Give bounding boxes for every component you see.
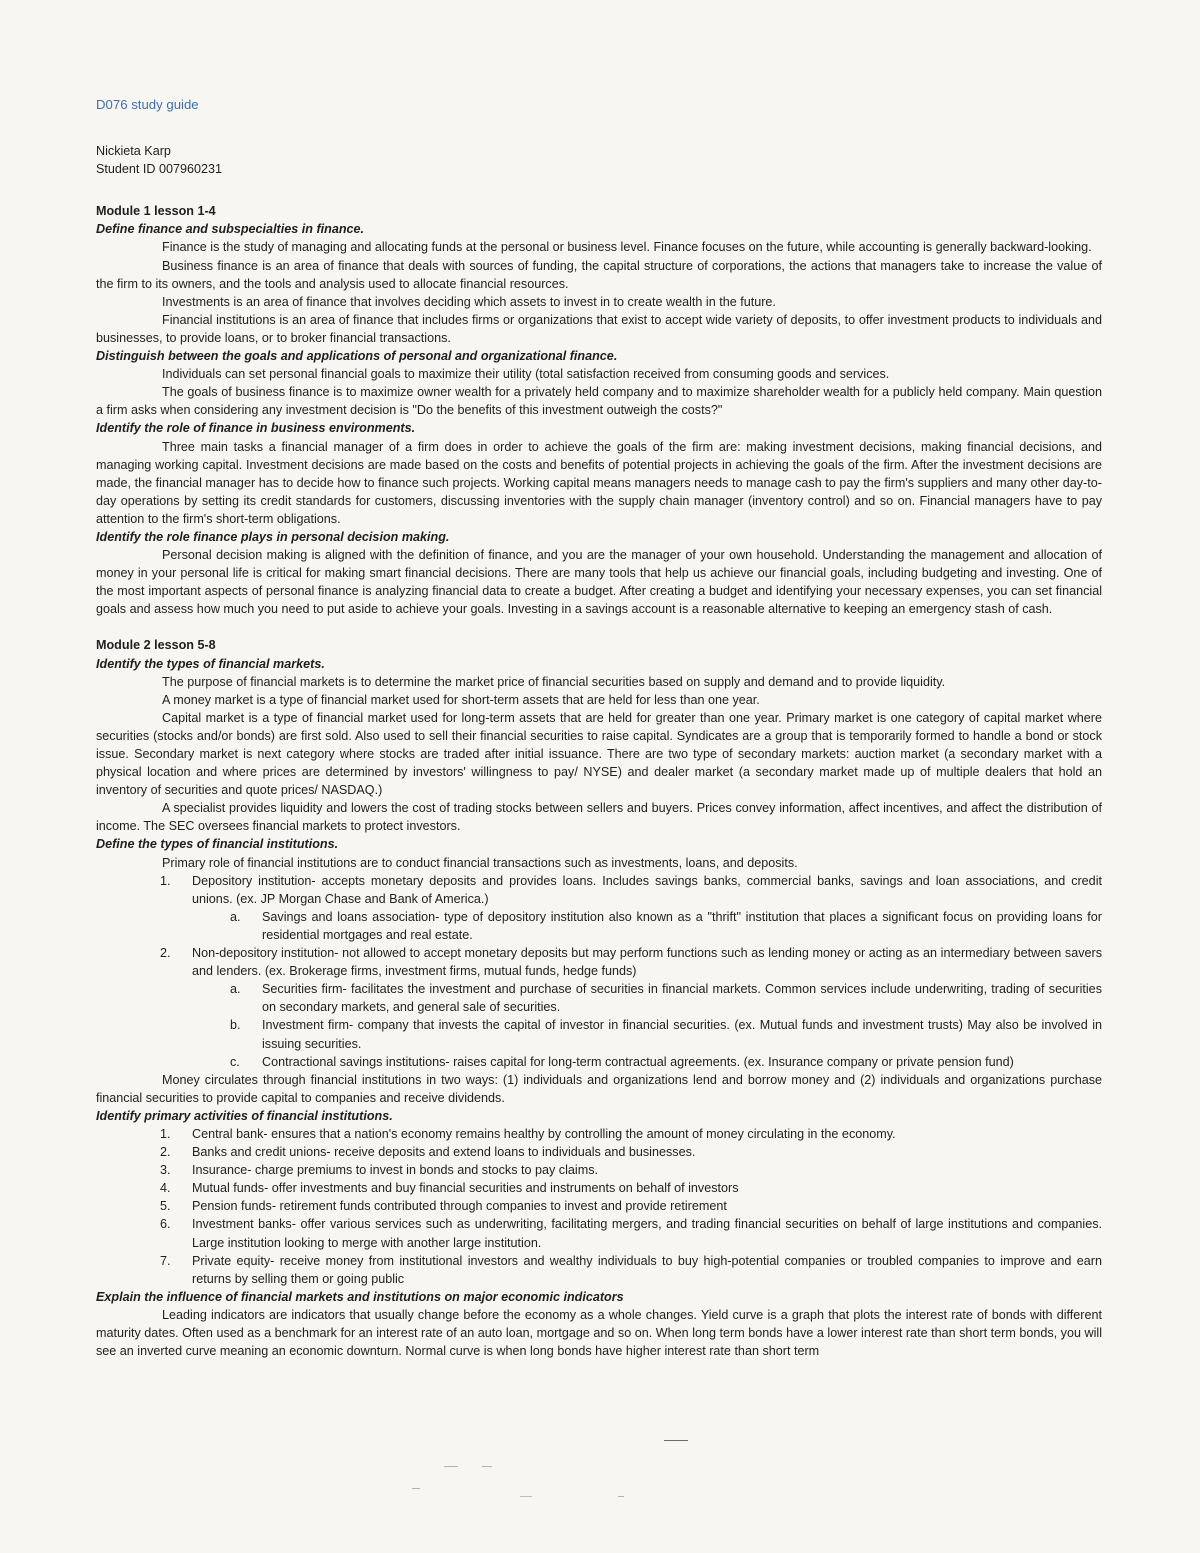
list-item: [96, 980, 1102, 1016]
m1-paragraph: The goals of business finance is to maximize owner wealth for a privately held company and to maximize shareholder wealth for a publicly held company. Main question a firm asks when considering any investment decision is "Do the benefits of this investment outweigh the costs?": [96, 385, 1102, 418]
m2-subheading-1: Identify the types of financial markets.: [96, 656, 325, 671]
list-item: [96, 908, 1102, 944]
list-item-text: Insurance- charge premiums to invest in bonds and stocks to pay claims.: [192, 1163, 598, 1178]
m1-paragraph: Investments is an area of finance that involves deciding which assets to invest in to create wealth in the future.: [162, 294, 776, 309]
m2-subheading-3: Identify primary activities of financial institutions.: [96, 1108, 393, 1123]
list-item: [96, 1053, 1102, 1071]
institution-subtypes-list: [96, 908, 1102, 944]
list-item: [96, 1179, 1102, 1197]
scan-artifact: [444, 1466, 458, 1467]
m1-paragraph: Business finance is an area of finance that deals with sources of funding, the capital structure of corporations, the actions that managers take to increase the value of the firm to its owners, and the tools and analysis used to allocate financial resources.: [96, 258, 1102, 291]
list-number: 6.: [160, 1217, 171, 1232]
list-item: [96, 1016, 1102, 1052]
scan-artifact: [482, 1466, 492, 1467]
m2-subheading-4: Explain the influence of financial markets and institutions on major economic indicators: [96, 1289, 624, 1304]
scan-artifact: [618, 1496, 624, 1497]
list-item: [96, 1215, 1102, 1251]
m1-paragraph: Three main tasks a financial manager of a firm does in order to achieve the goals of the firm are: making investment decisions, making financial decisions, and managing working capital. Investment decisions are made based on the costs and benefits of potential projects in achieving the goals of the firm. After the investment decisions are made, the financial manager has to decide how to finance such projects. Working capital means managers needs to manage cash to pay the firm's suppliers and many other day-to-day operations by setting its credit standards for customers, discussing inventories with the supply chain manager (inventory control) and so on. Financial managers have to pay attention to the firm's short-term obligations.: [96, 439, 1102, 526]
list-number: 1.: [160, 1126, 171, 1141]
list-item: [96, 872, 1102, 908]
student-id: Student ID 007960231: [96, 162, 223, 177]
list-item-text: Banks and credit unions- receive deposits and extend loans to individuals and businesses.: [192, 1145, 696, 1160]
list-number: 3.: [160, 1163, 171, 1178]
list-item-text: Investment banks- offer various services such as underwriting, facilitating mergers, and trading financial securities on behalf of large institutions and companies. Large institution looking to merge with another large institution.: [192, 1217, 1102, 1250]
m1-subheading-1: Define finance and subspecialties in finance.: [96, 222, 365, 237]
list-item-text: Non-depository institution- not allowed to accept monetary deposits but may perform functions such as lending money or acting as an intermediary between savers and lenders. (ex. Brokerage firms, investment firms, mutual funds, hedge funds): [192, 946, 1102, 979]
list-item-text: Investment firm- company that invests the capital of investor in financial securities. (ex. Mutual funds and investment trusts) May also be involved in issuing securities.: [262, 1018, 1102, 1051]
list-item-text: Pension funds- retirement funds contributed through companies to invest and provide retirement: [192, 1199, 727, 1214]
list-item-text: Central bank- ensures that a nation's economy remains healthy by controlling the amount of money circulating in the economy.: [192, 1126, 896, 1141]
list-item-text: Depository institution- accepts monetary deposits and provides loans. Includes savings banks, commercial banks, savings and loan associations, and credit unions. (ex. JP Morgan Chase and Bank of America.): [192, 873, 1102, 906]
list-item-text: Mutual funds- offer investments and buy financial securities and instruments on behalf of investors: [192, 1181, 739, 1196]
m2-paragraph: A money market is a type of financial market used for short-term assets that are held for less than one year.: [162, 692, 760, 707]
institution-types-list: [96, 944, 1102, 980]
document-page: [96, 96, 1102, 1360]
document-title: D076 study guide: [96, 97, 199, 112]
institution-subtypes-list: [96, 980, 1102, 1070]
author-name: Nickieta Karp: [96, 144, 171, 159]
m2-paragraph: Leading indicators are indicators that usually change before the economy as a whole changes. Yield curve is a graph that plots the interest rate of bonds with different maturity dates. Often used as a benchmark for an interest rate of an auto loan, mortgage and so on. When long term bonds have a lower interest rate than short term bonds, you will see an inverted curve meaning an economic downturn. Normal curve is when long bonds have higher interest rate than short term: [96, 1307, 1102, 1359]
list-number: 7.: [160, 1253, 171, 1268]
m1-paragraph: Individuals can set personal financial goals to maximize their utility (total satisfaction received from consuming goods and services.: [162, 367, 890, 382]
list-item: [96, 1143, 1102, 1161]
list-item: [96, 1197, 1102, 1215]
module-1-heading: Module 1 lesson 1-4: [96, 204, 216, 219]
list-item-text: Contractional savings institutions- raises capital for long-term contractual agreements. (ex. Insurance company or private pension fund): [262, 1054, 1014, 1069]
module-1-section: [96, 202, 1102, 618]
institution-activities-list: [96, 1125, 1102, 1288]
list-item: [96, 944, 1102, 980]
list-item-text: Securities firm- facilitates the investment and purchase of securities in financial markets. Common services include underwriting, trading of securities on secondary markets, and general sale of securities.: [262, 982, 1102, 1015]
list-letter: a.: [230, 982, 241, 997]
m1-subheading-2: Distinguish between the goals and applications of personal and organizational finance.: [96, 349, 618, 364]
m1-paragraph: Finance is the study of managing and allocating funds at the personal or business level. Finance focuses on the future, while accounting is generally backward-looking.: [162, 240, 1092, 255]
institution-types-list: [96, 872, 1102, 908]
list-letter: a.: [230, 909, 241, 924]
scan-artifact: [520, 1496, 532, 1497]
m2-paragraph: Primary role of financial institutions are to conduct financial transactions such as investments, loans, and deposits.: [162, 855, 798, 870]
list-letter: b.: [230, 1018, 241, 1033]
module-2-heading: Module 2 lesson 5-8: [96, 638, 216, 653]
list-number: 4.: [160, 1181, 171, 1196]
list-item-text: Savings and loans association- type of depository institution also known as a "thrift" institution that places a significant focus on providing loans for residential mortgages and real estate.: [262, 909, 1102, 942]
module-2-section: [96, 636, 1102, 1360]
m1-paragraph: Personal decision making is aligned with the definition of finance, and you are the manager of your own household. Understanding the management and allocation of money in your personal life is critical for making smart financial decisions. There are many tools that help us achieve our financial goals, including budgeting and investing. One of the most important aspects of personal finance is analyzing financial data to create a budget. After creating a budget and identifying your necessary expenses, you can set financial goals and assess how much you need to put aside to achieve your goals. Investing in a savings account is a reasonable alternative to keeping an emergency stash of cash.: [96, 548, 1102, 617]
list-number: 2.: [160, 1145, 171, 1160]
scan-artifact: [412, 1488, 420, 1489]
list-number: 2.: [160, 946, 171, 961]
m2-subheading-2: Define the types of financial institutions.: [96, 837, 339, 852]
list-item-text: Private equity- receive money from institutional investors and wealthy individuals to buy high-potential companies or troubled companies to improve and earn returns by selling them or going public: [192, 1253, 1102, 1286]
list-item: [96, 1125, 1102, 1143]
list-number: 1.: [160, 873, 171, 888]
m1-paragraph: Financial institutions is an area of finance that includes firms or organizations that exist to accept wide variety of deposits, to offer investment products to individuals and businesses, to provide loans, or to broker financial transactions.: [96, 312, 1102, 345]
m2-paragraph: Capital market is a type of financial market used for long-term assets that are held for greater than one year. Primary market is one category of capital market where securities (stocks and/or bonds) are first sold. Also used to sell their financial securities to raise capital. Syndicates are a group that is temporarily formed to handle a bond or stock issue. Secondary market is next category where stocks are traded after initial issuance. There are two type of secondary markets: auction market (a secondary market with a physical location and where prices are determined by investors' willingness to pay/ NYSE) and dealer market (a secondary market made up of multiple dealers that hold an inventory of securities and quote prices/ NASDAQ.): [96, 710, 1102, 798]
scan-artifact: [664, 1440, 688, 1441]
list-item: [96, 1252, 1102, 1288]
list-letter: c.: [230, 1054, 240, 1069]
m1-subheading-4: Identify the role finance plays in personal decision making.: [96, 529, 450, 544]
list-item: [96, 1161, 1102, 1179]
m1-subheading-3: Identify the role of finance in business environments.: [96, 421, 416, 436]
list-number: 5.: [160, 1199, 171, 1214]
m2-paragraph: A specialist provides liquidity and lowers the cost of trading stocks between sellers and buyers. Prices convey information, affect incentives, and affect the distribution of income. The SEC oversees financial markets to protect investors.: [96, 801, 1102, 834]
m2-paragraph: The purpose of financial markets is to determine the market price of financial securities based on supply and demand and to provide liquidity.: [162, 674, 946, 689]
m2-paragraph: Money circulates through financial institutions in two ways: (1) individuals and organizations lend and borrow money and (2) individuals and organizations purchase financial securities to provide capital to companies and receive dividends.: [96, 1072, 1102, 1105]
